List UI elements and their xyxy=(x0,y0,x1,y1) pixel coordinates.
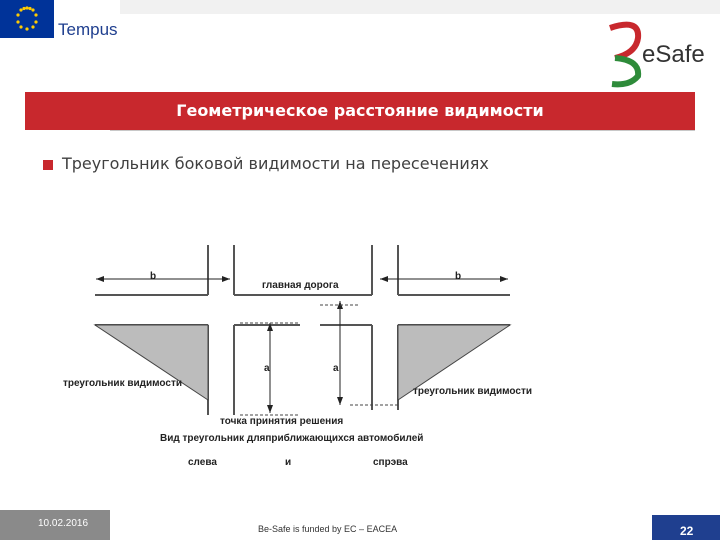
slide-title: Геометрическое расстояние видимости xyxy=(176,101,544,120)
main-road-label: главная дорога xyxy=(262,280,339,291)
header-band xyxy=(120,0,720,14)
title-underline xyxy=(110,130,695,131)
dimension-a-left: a xyxy=(264,363,270,374)
decision-point-label: точка принятия решения xyxy=(220,416,344,427)
page-number: 22 xyxy=(680,524,694,538)
esafe-logo-text: eSafe xyxy=(642,41,705,68)
caption-right: спрэва xyxy=(373,457,408,468)
caption-and: и xyxy=(285,457,292,468)
title-bar xyxy=(25,92,695,130)
tempus-logo-text: Tempus xyxy=(58,20,118,39)
dimension-b-right: b xyxy=(455,271,462,282)
sight-triangle-left-label: треугольник видимости xyxy=(63,378,182,389)
dimension-b-left: b xyxy=(150,271,157,282)
footer-funding: Be-Safe is funded by EC – EACEA xyxy=(258,524,398,534)
caption-line: Вид треугольник дляприближающихся автомобилей xyxy=(160,433,424,444)
bullet-square-icon xyxy=(43,160,53,170)
bullet-text: Треугольник боковой видимости на пересечениях xyxy=(62,154,489,173)
dimension-a-right: a xyxy=(333,363,339,374)
eu-flag-icon xyxy=(0,0,54,38)
caption-left: слева xyxy=(188,457,217,468)
esafe-logo xyxy=(600,18,720,88)
sight-triangle-right-label: треугольник видимости xyxy=(413,386,532,397)
footer-date: 10.02.2016 xyxy=(38,518,89,529)
